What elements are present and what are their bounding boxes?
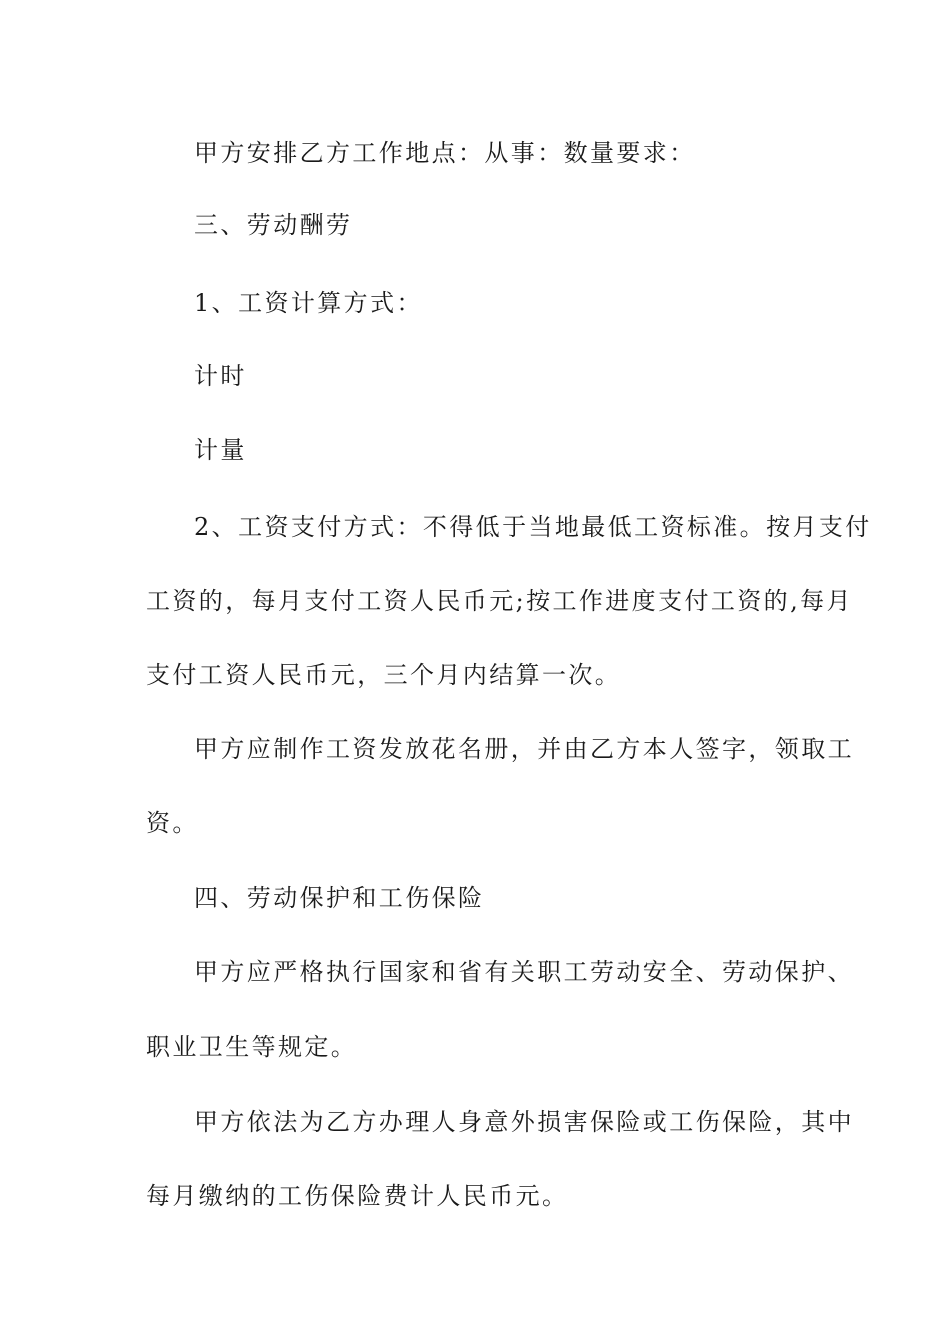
safety-regulations-line-2: 职业卫生等规定。 bbox=[146, 1033, 358, 1061]
wage-calculation-heading: 1、工资计算方式： bbox=[194, 289, 423, 317]
wage-payment-paragraph-line-1: 2、工资支付方式：不得低于当地最低工资标准。按月支付 bbox=[194, 513, 872, 541]
safety-regulations-line-1: 甲方应严格执行国家和省有关职工劳动安全、劳动保护、 bbox=[194, 958, 854, 986]
insurance-paragraph-line-1: 甲方依法为乙方办理人身意外损害保险或工伤保险，其中 bbox=[194, 1108, 854, 1136]
option-hourly: 计时 bbox=[194, 362, 247, 390]
insurance-paragraph-line-2: 每月缴纳的工伤保险费计人民币元。 bbox=[146, 1182, 569, 1210]
section-heading-remuneration: 三、劳动酬劳 bbox=[194, 211, 353, 239]
section-heading-labor-protection: 四、劳动保护和工伤保险 bbox=[194, 884, 485, 912]
option-piecework: 计量 bbox=[194, 436, 247, 464]
payroll-register-line-1: 甲方应制作工资发放花名册，并由乙方本人签字，领取工 bbox=[194, 735, 854, 763]
wage-payment-paragraph-line-2: 工资的，每月支付工资人民币元;按工作进度支付工资的,每月 bbox=[146, 587, 853, 615]
work-location-line: 甲方安排乙方工作地点：从事：数量要求： bbox=[194, 139, 696, 167]
payroll-register-line-2: 资。 bbox=[146, 809, 199, 837]
wage-payment-paragraph-line-3: 支付工资人民币元，三个月内结算一次。 bbox=[146, 661, 622, 689]
